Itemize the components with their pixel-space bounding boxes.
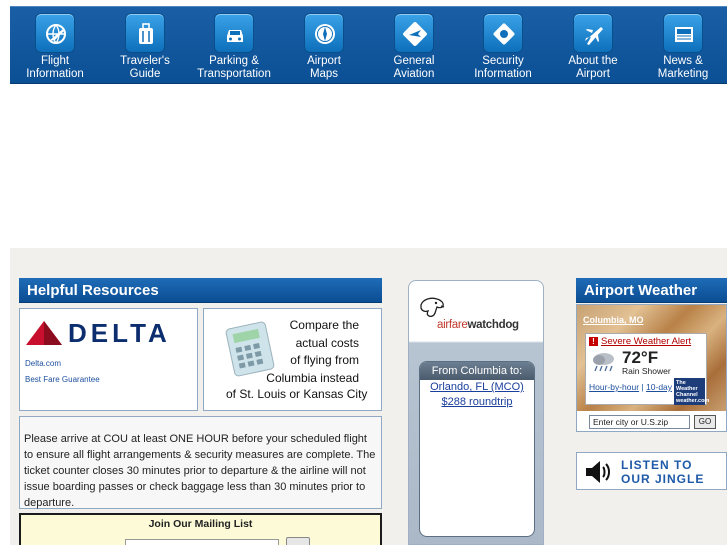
mailing-list-title: Join Our Mailing List <box>148 518 253 530</box>
compare-line: Columbia instead <box>266 370 359 385</box>
compare-line: of St. Louis or Kansas City <box>226 387 368 401</box>
fare-screen <box>419 361 535 537</box>
airport-weather-header: Airport Weather <box>576 278 727 303</box>
main-nav <box>10 6 727 84</box>
rain-cloud-icon <box>590 350 618 374</box>
nav-label-line2: Aviation <box>393 67 435 80</box>
weather-widget <box>576 304 727 432</box>
airplane-icon <box>573 13 613 53</box>
weather-channel-logo[interactable]: The Weather Channel weather.com <box>676 380 710 404</box>
arrival-notice: Please arrive at COU at least ONE HOUR before your scheduled flight to ensure all flight arrangements & security measures are complete. The ticket counter closes 30 minutes prior to departure & the airline will not issue boarding passes or check baggage less than 30 minutes prior to departure. <box>19 416 382 509</box>
compare-costs-ad[interactable] <box>203 308 382 411</box>
ten-day-forecast-link[interactable]: 10-day <box>646 382 673 392</box>
weather-location-input[interactable]: Enter city or U.S.zip <box>589 415 690 429</box>
nav-label-line1: General <box>393 55 435 67</box>
delta-com-link[interactable]: Delta.com <box>25 359 62 368</box>
small-plane-icon <box>394 13 434 53</box>
nav-label-line2: Guide <box>129 67 161 80</box>
newspaper-icon <box>663 13 703 53</box>
brand-suffix: watchdog <box>467 319 519 331</box>
delta-logo[interactable] <box>26 315 188 351</box>
nav-about-airport[interactable] <box>548 7 638 85</box>
link-separator: | <box>641 382 644 392</box>
delta-ad[interactable] <box>19 308 198 411</box>
luggage-icon <box>125 13 165 53</box>
airfarewatchdog-logo[interactable] <box>415 295 539 335</box>
fare-price-link[interactable]: $288 roundtrip <box>441 396 513 408</box>
weather-card <box>585 333 710 405</box>
nav-label-line1: Security <box>482 55 524 67</box>
mailing-list-box <box>19 513 382 545</box>
compare-line: Compare the <box>289 318 359 332</box>
nav-label-line1: Traveler's <box>120 55 170 67</box>
compare-line: of flying from <box>290 353 359 368</box>
nav-travelers-guide[interactable] <box>100 7 190 85</box>
nav-label-line2: Transportation <box>197 67 271 80</box>
dog-icon <box>417 295 447 321</box>
listen-jingle-button[interactable] <box>576 452 727 490</box>
weather-condition: Rain Shower <box>622 366 671 376</box>
best-fare-link[interactable]: Best Fare Guarantee <box>25 375 100 384</box>
weather-city-link[interactable]: Columbia, MO <box>583 315 644 325</box>
nav-airport-maps[interactable] <box>279 7 369 85</box>
nav-general-aviation[interactable] <box>369 7 459 85</box>
nav-label-line2: Airport <box>576 67 610 80</box>
nav-label-line2: Information <box>474 67 532 80</box>
nav-label-line2: Maps <box>309 67 339 80</box>
fare-from-label: From Columbia to: <box>420 362 534 380</box>
weather-go-button[interactable]: GO <box>694 415 716 429</box>
listen-line2: OUR JINGLE <box>621 472 705 486</box>
nav-security-information[interactable] <box>458 7 548 85</box>
nav-parking-transportation[interactable] <box>189 7 279 85</box>
helpful-resources-header: Helpful Resources <box>19 278 382 303</box>
nav-news-marketing[interactable] <box>638 7 727 85</box>
severe-weather-alert-link[interactable] <box>589 336 691 347</box>
mailing-submit-button[interactable] <box>286 537 310 545</box>
banner-area <box>10 84 727 248</box>
security-badge-icon <box>483 13 523 53</box>
speaker-icon <box>583 458 613 486</box>
nav-label-line2: Marketing <box>657 67 709 80</box>
hourly-forecast-link[interactable]: Hour-by-hour <box>589 382 640 392</box>
mailing-email-input[interactable] <box>125 539 279 545</box>
nav-label-line2: Information <box>26 67 84 80</box>
car-icon <box>214 13 254 53</box>
alert-text: Severe Weather Alert <box>601 336 692 347</box>
delta-wordmark: DELTA <box>68 318 171 348</box>
brand-prefix: airfare <box>437 319 468 331</box>
compare-line: actual costs <box>295 335 359 350</box>
globe-plane-icon <box>35 13 75 53</box>
listen-line1: LISTEN TO <box>621 458 693 472</box>
fare-destination-link[interactable]: Orlando, FL (MCO) <box>430 381 524 393</box>
nav-label-line1: Airport <box>307 55 341 67</box>
compass-icon <box>304 13 344 53</box>
nav-label-line1: News & <box>663 55 703 67</box>
nav-label-line1: About the <box>568 55 618 67</box>
alert-icon: ! <box>589 337 598 346</box>
nav-flight-information[interactable] <box>10 7 100 85</box>
nav-label-line1: Parking & <box>209 55 259 67</box>
nav-label-line1: Flight <box>40 55 70 67</box>
delta-triangle-icon <box>26 321 62 345</box>
airfare-watchdog-widget <box>408 280 544 545</box>
weather-temperature: 72°F <box>622 348 659 367</box>
